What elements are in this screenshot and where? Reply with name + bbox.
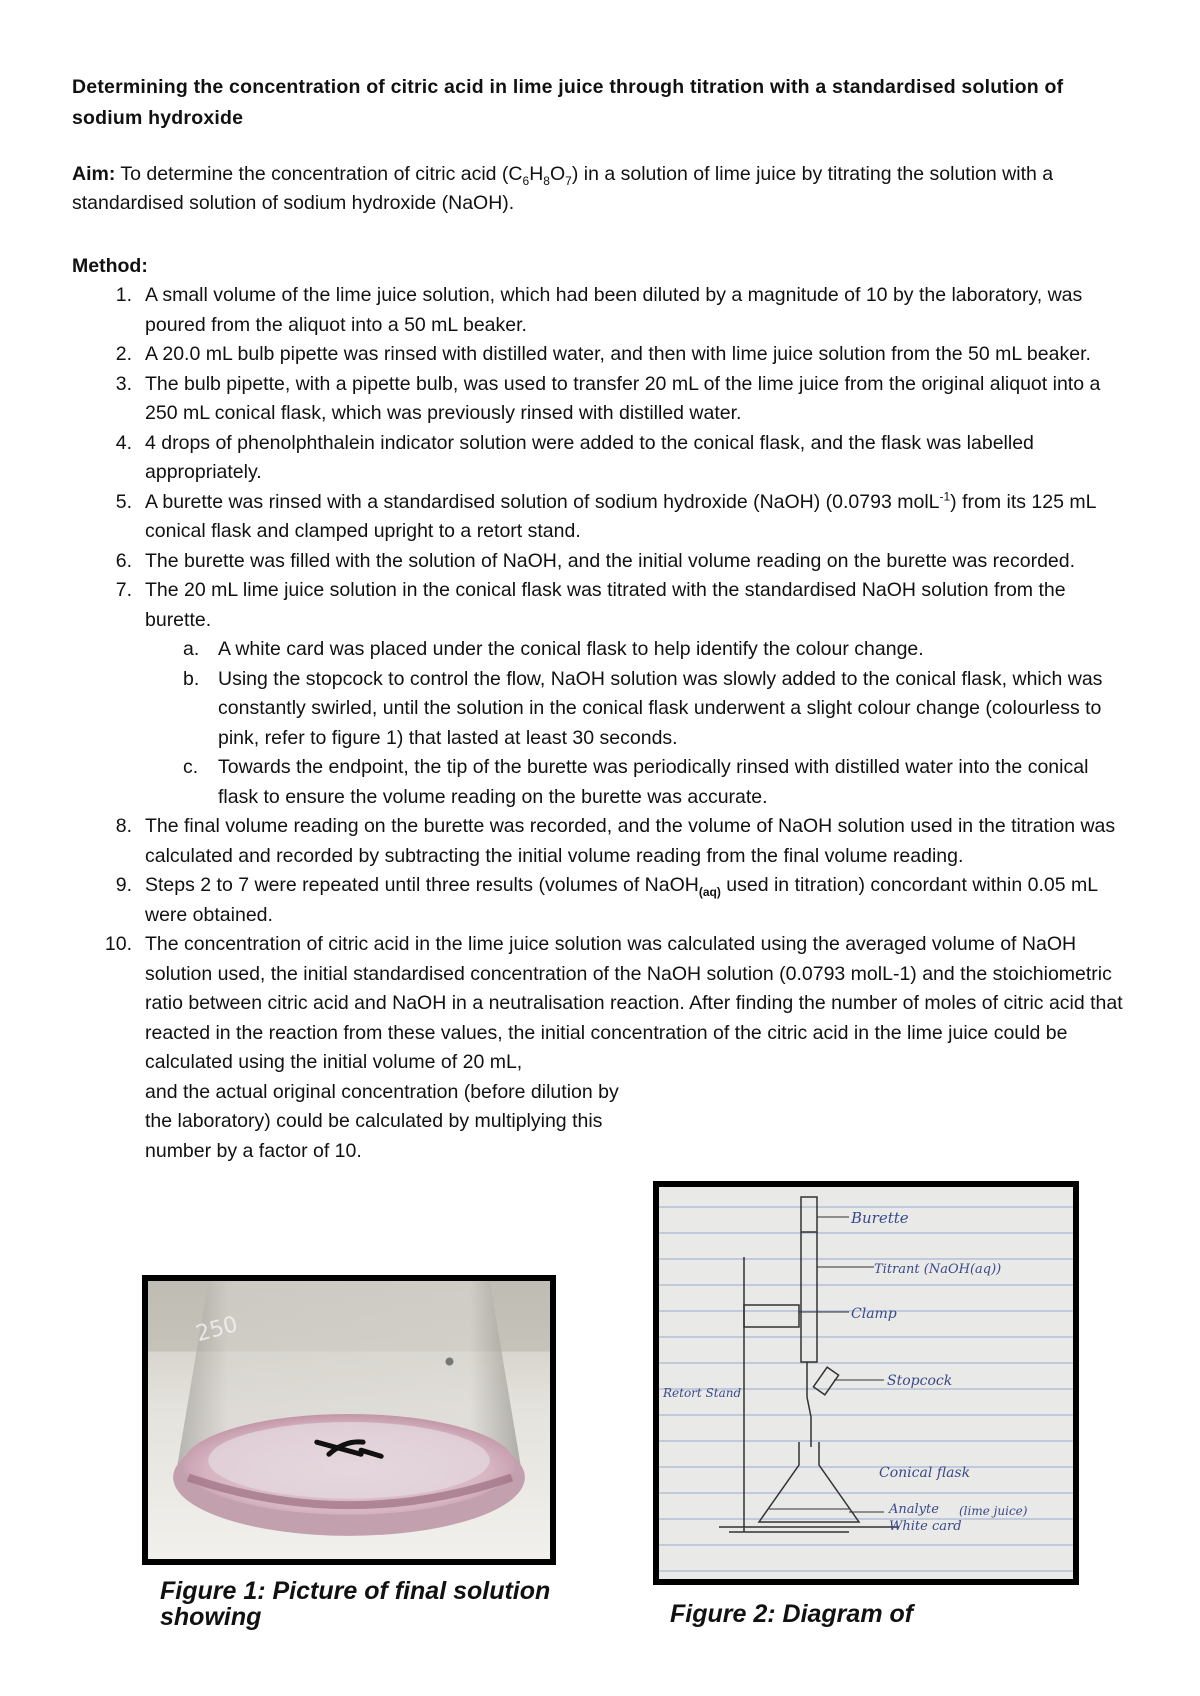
label-stopcock: Stopcock [887, 1373, 953, 1389]
substep-text: A white card was placed under the conical flask to help identify the colour change. [218, 638, 924, 660]
unit-superscript: -1 [939, 489, 951, 503]
figure-1-caption: Figure 1: Picture of final solution showing [160, 1578, 551, 1631]
label-analyte: Analyte [889, 1502, 939, 1517]
step-text: 4 drops of phenolphthalein indicator solution were added to the conical flask, and the flask was labelled appropriately. [145, 431, 1034, 483]
titration-setup-drawing [659, 1187, 1073, 1579]
formula-element: O [549, 163, 566, 185]
step-text-continued: and the actual original concentration (before dilution by the laboratory) could be calculated by multiplying this number by a factor of 10. [145, 1080, 619, 1162]
flask-marking: 250 [193, 1311, 241, 1348]
step-number: 8. [115, 815, 132, 837]
formula-subscript: 7 [565, 173, 572, 188]
label-analyte-note: (lime juice) [959, 1504, 1028, 1518]
substep-text: Towards the endpoint, the tip of the burette was periodically rinsed with distilled water into the conical flask to ensure the volume reading on the burette was accurate. [218, 756, 1089, 808]
method-step [0, 930, 1200, 1166]
method-substep [0, 665, 1200, 754]
label-titrant: Titrant (NaOH(aq)) [874, 1262, 1002, 1277]
method-step [0, 429, 1200, 488]
step-text: The concentration of citric acid in the lime juice solution was calculated using the averaged volume of NaOH solution used, the initial standardised concentration of the NaOH solution (0.0793 molL-1) and the stoichiometric ratio between citric acid and NaOH in a neutralisation reaction. After finding the number of moles of citric acid that reacted in the reaction from these values, the initial concentration of the citric acid in the lime juice could be calculated using the initial volume of 20 mL, [145, 933, 1123, 1073]
method-substep [0, 635, 1200, 665]
label-retort-stand: Retort Stand [663, 1386, 742, 1400]
method-step [0, 576, 1200, 635]
step-text: The final volume reading on the burette was recorded, and the volume of NaOH solution used in the titration was calculated and recorded by subtracting the initial volume reading from the final volume reading. [145, 815, 1116, 867]
step-text [145, 871, 1135, 930]
figure-1-photo [142, 1275, 556, 1565]
figure-2-caption: Figure 2: Diagram of [670, 1601, 914, 1628]
figure-2-diagram [653, 1181, 1079, 1585]
aim-text-end: ) in a solution of lime juice by titrating the solution with a standardised solution of sodium hydroxide (NaOH). [72, 163, 1054, 214]
aim-text: To determine the concentration of citric acid (C [115, 163, 523, 185]
step-text [145, 488, 1135, 547]
step-number: 9. [115, 874, 132, 896]
method-heading: Method: [72, 255, 148, 277]
step-text-part: Steps 2 to 7 were repeated until three results (volumes of NaOH [145, 874, 699, 896]
step-number: 10. [104, 933, 132, 955]
formula-subscript: 6 [522, 173, 530, 188]
step-number: 1. [115, 284, 132, 306]
step-text-part: ) from its 125 mL conical flask and clamped upright to a retort stand. [145, 490, 1096, 542]
step-number: 4. [115, 431, 132, 454]
step-text: The burette was filled with the solution of NaOH, and the initial volume reading on the burette was recorded. [145, 549, 1076, 572]
step-number: 6. [115, 549, 132, 572]
formula-subscript: 8 [543, 173, 550, 188]
substep-letter: a. [183, 638, 200, 660]
aim-label: Aim: [72, 163, 116, 185]
label-burette: Burette [851, 1209, 909, 1227]
substep-letter: c. [183, 756, 199, 778]
state-subscript: (aq) [698, 884, 721, 899]
step-text: A 20.0 mL bulb pipette was rinsed with distilled water, and then with lime juice solution from the 50 mL beaker. [145, 343, 1091, 365]
step-number: 7. [115, 579, 132, 601]
label-conical-flask: Conical flask [879, 1465, 971, 1481]
document-title: Determining the concentration of citric acid in lime juice through titration with a standardised solution of sodium hydroxide [72, 76, 1064, 129]
step-text: The 20 mL lime juice solution in the conical flask was titrated with the standardised NaOH solution from the burette. [145, 579, 1066, 631]
substep-letter: b. [183, 667, 200, 690]
step-text-part: A burette was rinsed with a standardised solution of sodium hydroxide (NaOH) (0.0793 molL [145, 490, 940, 513]
formula-element: H [529, 163, 544, 185]
step-number: 3. [115, 372, 132, 395]
method-step [0, 370, 1200, 429]
step-text: A small volume of the lime juice solution, which had been diluted by a magnitude of 10 by the laboratory, was poured from the aliquot into a 50 mL beaker. [145, 284, 1083, 336]
method-step [0, 812, 1200, 871]
label-clamp: Clamp [851, 1306, 897, 1322]
method-steps-list [0, 281, 1200, 1166]
aim-paragraph [72, 160, 1152, 218]
flask-photo-illustration [148, 1281, 550, 1559]
method-step [0, 340, 1200, 370]
step-number: 5. [115, 490, 132, 513]
step-text-part: used in titration) concordant within 0.05 mL were obtained. [145, 874, 1098, 926]
method-step [0, 871, 1200, 930]
step-text: The bulb pipette, with a pipette bulb, was used to transfer 20 mL of the lime juice from the original aliquot into a 250 mL conical flask, which was previously rinsed with distilled water. [145, 372, 1101, 424]
substep-text: Using the stopcock to control the flow, NaOH solution was slowly added to the conical flask, which was constantly swirled, until the solution in the conical flask underwent a slight colour change (colourless to pink, refer to figure 1) that lasted at least 30 seconds. [218, 667, 1103, 749]
method-step [0, 488, 1200, 547]
method-step [0, 547, 1200, 577]
method-step [0, 281, 1200, 340]
method-substep [0, 753, 1200, 812]
label-white-card: White card [889, 1519, 962, 1534]
step-number: 2. [115, 343, 132, 365]
